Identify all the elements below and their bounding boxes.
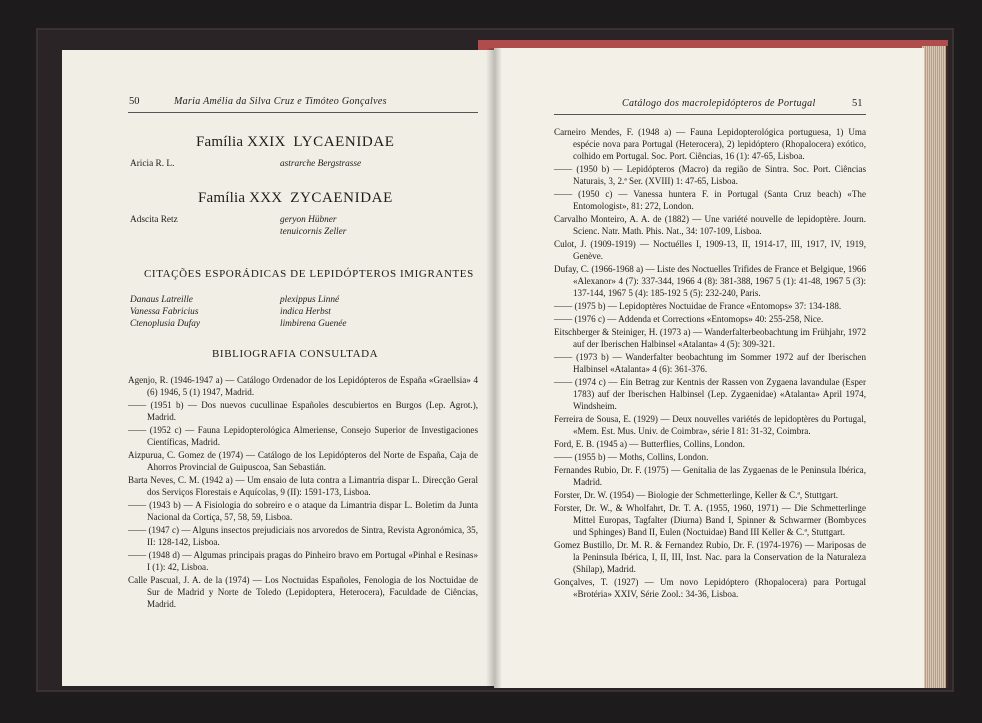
genus: Aricia R. L. [130,159,175,169]
bibliography-entry: —— (1955 b) — Moths, Collins, London. [554,452,709,462]
bibliography-entry: Fernandes Rubio, Dr. F. (1975) — Genitalia de las Zygaenas de le Peninsula Ibérica, Madrid. [554,465,866,487]
section-heading-immigrants: CITAÇÕES ESPORÁDICAS DE LEPIDÓPTEROS IMIGRANTES [144,268,474,280]
species: plexippus Linné [280,295,340,305]
species: indica Herbst [280,307,331,317]
species: astrarche Bergstrasse [280,159,362,169]
bibliography-entry: —— (1974 c) — Ein Betrag zur Kentnis der Rassen von Zygaena lavandulae (Esper 1783) auf der Iberischen Halbinsel (Lep. Zygaenidae) «Atalanta» April 1974, Windsheim. [554,377,866,411]
bibliography-entry: Barta Neves, C. M. (1942 a) — Um ensaio de luta contra a Limantria dispar L. Direcção Geral dos Serviços Florestais e Aquícolas, 9 (II): 1591-173, Lisboa. [128,475,478,497]
page-block-edge [922,46,948,688]
family-prefix: Família XXIX [196,134,286,150]
header-rule [554,114,866,115]
bibliography-entry: Gonçalves, T. (1927) — Um novo Lepidóptero (Rhopalocera) para Portugal «Brotéria» XXIV, Série Zool.: 34-36, Lisboa. [554,577,866,599]
bibliography-list [128,374,478,611]
family-heading-lycaenidae [196,134,395,151]
bibliography-entry: —— (1947 c) — Alguns insectos prejudiciais nos arvoredos de Sintra, Revista Agronómica, 35, II: 128-142, Lisboa. [128,525,478,547]
book-gutter [486,48,502,688]
page-number: 50 [129,96,140,107]
bibliography-entry: —— (1950 b) — Lepidópteros (Macro) da região de Sintra. Soc. Port. Ciências Naturais, 3, 2.ª Ser. (XVIII) 1: 47-65, Lisboa. [554,164,866,186]
bibliography-entry: Calle Pascual, J. A. de la (1974) — Los Noctuidas Españoles, Fenologia de los Noctuidae de Sur de Madrid y Norte de Toledo (Lepidoptera, Heterocera), Faculdade de Ciências, Madrid. [128,575,478,609]
family-name: ZYCAENIDAE [290,190,393,206]
genus: Adscita Retz [130,215,178,225]
bibliography-entry: Carneiro Mendes, F. (1948 a) — Fauna Lepidopterológica portuguesa, 1) Uma espécie nova para Portugal (Heterocera), 2) lepidóptero (Rhopalocera) exótico, colhido em Portugal. Soc. Port. Ciências, 16 (1): 47-65, Lisboa. [554,127,866,161]
header-rule [128,112,478,113]
species: tenuicornis Zeller [280,227,347,237]
genus: Ctenoplusia Dufay [130,319,200,329]
bibliography-entry: Culot, J. (1909-1919) — Noctuélles I, 1909-13, II, 1914-17, III, 1917, IV, 1919, Genève. [554,239,866,261]
bibliography-entry: Dufay, C. (1966-1968 a) — Liste des Noctuelles Trifides de France et Belgique, 1966 «Alexanor» 4 (7): 337-344, 1966 4 (8): 381-388, 1967 5 (1): 41-48, 1967 5 (3): 137-144, 1967 5 (4): 185-192 5 (5): 232-240, Paris. [554,264,866,298]
bibliography-entry: Forster, Dr. W. (1954) — Biologie der Schmetterlinge, Keller & C.ª, Stuttgart. [554,490,839,500]
right-page [494,48,924,688]
bibliography-entry: —— (1973 b) — Wanderfalter beobachtung im Sommer 1972 auf der Iberischen Halbinsel «Atalanta» 4 (6): 361-376. [554,352,866,374]
bibliography-entry: Forster, Dr. W., & Wholfahrt, Dr. T. A. (1955, 1960, 1971) — Die Schmetterlinge Mittel Europas, Tagfalter (Diurna) Band I, Spinner & Schwarmer (Bombyces und Sphinges) Band II, Eulen (Noctuidae) Band III Keller & C.ª, Stuttgart. [554,503,866,537]
bibliography-entry: —— (1950 c) — Vanessa huntera F. in Portugal (Santa Cruz beach) «The Entomologist», 81: 272, London. [554,189,866,211]
family-heading-zycaenidae [198,190,393,207]
bibliography-entry: —— (1943 b) — A Fisiologia do sobreiro e o ataque da Limantria dispar L. Boletim da Junta Nacional da Cortiça, 57, 58, 59, Lisboa. [128,500,478,522]
running-head: Maria Amélia da Silva Cruz e Timóteo Gonçalves [174,96,387,107]
bibliography-entry: —— (1952 c) — Fauna Lepidopterológica Almeriense, Consejo Superior de Investigaciones Científicas, Madrid. [128,425,478,447]
bibliography-list [554,126,866,601]
bibliography-entry: —— (1951 b) — Dos nuevos cucullinae Españoles descubiertos en Burgos (Lep. Agrot.), Madrid. [128,400,478,422]
bibliography-entry: —— (1976 c) — Addenda et Corrections «Entomops» 40: 255-258, Nice. [554,314,824,324]
bibliography-entry: Aizpurua, C. Gomez de (1974) — Catálogo de los Lepidópteros del Norte de España, Caja de Ahorros Provincial de Guipuscoa, San Sebastián. [128,450,478,472]
genus: Vanessa Fabricius [130,307,199,317]
running-head: Catálogo dos macrolepidópteros de Portugal [622,98,816,109]
bibliography-entry: Eitschberger & Steiniger, H. (1973 a) — Wanderfalterbeobachtung im Frühjahr, 1972 auf der Iberischen Halbinsel «Atalanta» 4 (5): 309-321. [554,327,866,349]
genus: Danaus Latreille [130,295,193,305]
bibliography-entry: —— (1975 b) — Lepidoptères Noctuidae de France «Entomops» 37: 134-188. [554,301,842,311]
family-prefix: Família XXX [198,190,283,206]
bibliography-entry: Carvalho Monteiro, A. A. de (1882) — Une variété nouvelle de lepidoptère. Journ. Scienc. Natr. Math. Phis. Nat., 34: 107-109, Lisboa. [554,214,866,236]
family-name: LYCAENIDAE [293,134,395,150]
bibliography-entry: Gomez Bustillo, Dr. M. R. & Fernandez Rubio, Dr. F. (1974-1976) — Mariposas de la Peninsula Ibérica, I, II, III, Inst. Nac. para la Conservation de la Naturaleza (Shilap), Madrid. [554,540,866,574]
section-heading-bibliography: BIBLIOGRAFIA CONSULTADA [212,348,379,360]
bibliography-entry: Ferreira de Sousa, E. (1929) — Deux nouvelles variétés de lepidoptères du Portugal, «Mem. Est. Mus. Univ. de Coimbra», série I 81: 31-32, Coimbra. [554,414,866,436]
species: geryon Hübner [280,215,337,225]
species: limbirena Guenée [280,319,347,329]
bibliography-entry: Agenjo, R. (1946-1947 a) — Catálogo Ordenador de los Lepidópteros de España «Graellsia» 4 (6) 1946, 5 (1) 1947, Madrid. [128,375,478,397]
page-number: 51 [852,98,863,109]
left-page [62,50,494,686]
bibliography-entry: Ford, E. B. (1945 a) — Butterflies, Collins, London. [554,439,745,449]
bibliography-entry: —— (1948 d) — Algumas principais pragas do Pinheiro bravo em Portugal «Pinhal e Resinas» I (1): 42, Lisboa. [128,550,478,572]
